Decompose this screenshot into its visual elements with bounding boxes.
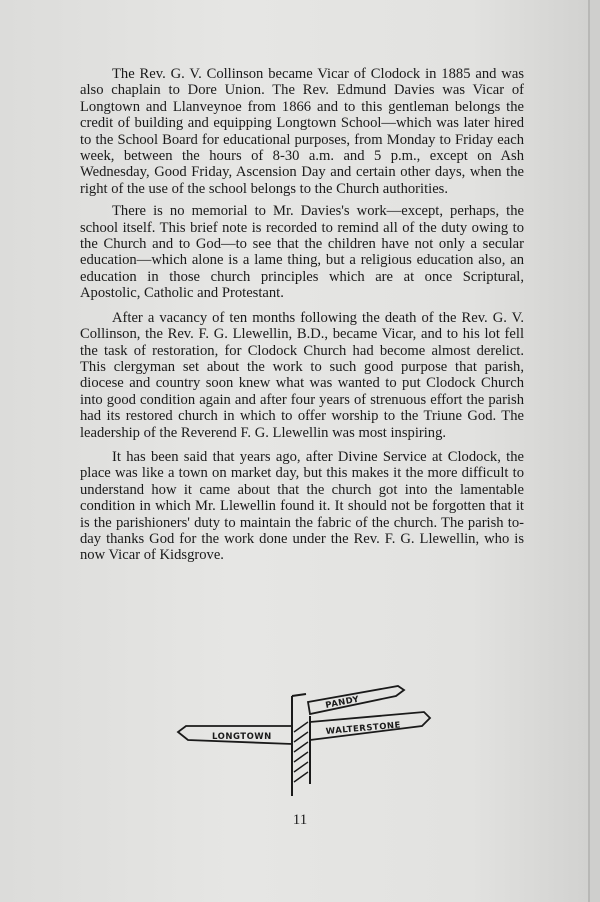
page-number: 11 — [292, 812, 308, 828]
paragraph-davies-memorial: There is no memorial to Mr. Davies's work—except, perhaps, the school itself. This brief note is recorded to remind all of the duty owing to the Church and to God—to see that the children have not only a secular education—which alone is a lame thing, but a religious education also, an education in those church principles which are at once Scriptural, Apostolic, Catholic and Protestant. — [80, 203, 524, 302]
sign-arm-pandy — [308, 686, 404, 714]
paragraph-collinson: The Rev. G. V. Collinson became Vicar of Clodock in 1885 and was also chaplain to Dore Union. The Rev. Edmund Davies was Vicar of Longtown and Llanveynoe from 1866 and to this gentleman belongs the credit of building and equipping Longtown School—which was later hired to the School Board for educational purposes, from Monday to Friday each week, between the hours of 8-30 a.m. and 5 p.m., except on Ash Wednesday, Good Friday, Ascension Day and certain other days, when the right of the use of the school belongs to the Church authorities. — [80, 66, 524, 197]
paragraph-llewellin-restoration: After a vacancy of ten months following the death of the Rev. G. V. Collinson, the Rev. F. G. Llewellin, B.D., became Vicar, and to his lot fell the task of restoration, for Clodock Church had become almost derelict. This clergyman set about the work to such good purpose that parish, diocese and country soon knew what was wanted to put Clodock Church into good condition again and after four years of strenuous effort the parish had its restored church in which to offer worship to the Triune God. The leadership of the Reverend F. G. Llewellin was most inspiring. — [80, 309, 524, 441]
sign-label-walterstone: WALTERSTONE — [325, 720, 402, 737]
signpost-post — [292, 694, 310, 796]
paragraph-market-day: It has been said that years ago, after Divine Service at Clodock, the place was like a town on market day, but this makes it the more difficult to understand how it came about that the church got into the lamentable condition in which Mr. Llewellin found it. It should not be forgotten that it is the parishioners' duty to maintain the fabric of the church. The parish to-day thanks God for the work done under the Rev. F. G. Llewellin, who is now Vicar of Kidsgrove. — [80, 448, 524, 564]
signpost-illustration — [176, 682, 436, 802]
sign-label-pandy: PANDY — [324, 694, 361, 711]
sign-arm-longtown — [178, 726, 292, 744]
body-text — [80, 66, 524, 572]
sign-label-longtown: LONGTOWN — [212, 732, 272, 742]
sign-arm-walterstone — [310, 712, 430, 740]
